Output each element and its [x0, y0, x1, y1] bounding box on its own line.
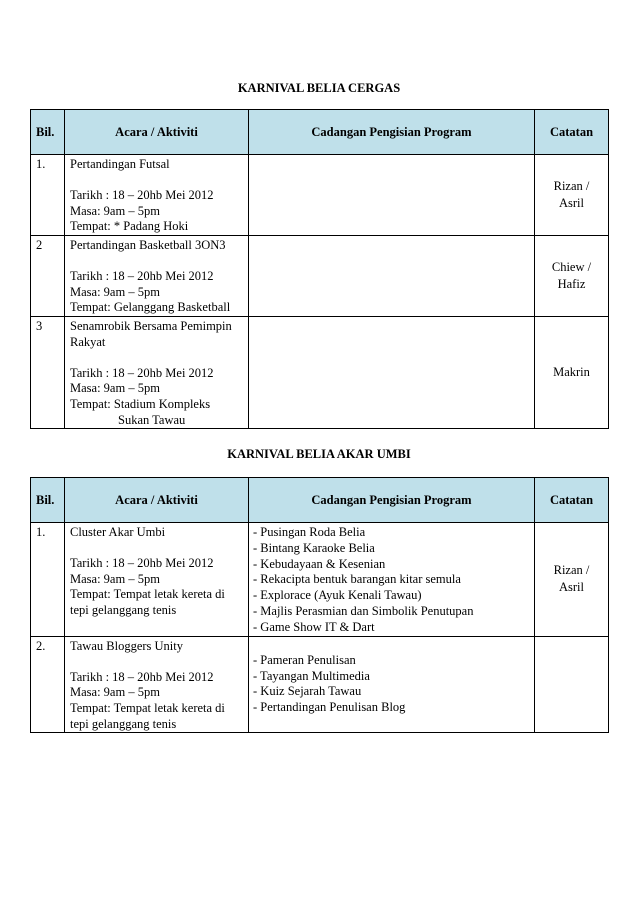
- activity-cell: [65, 636, 249, 733]
- program-item: - Explorace (Ayuk Kenali Tawau): [253, 588, 422, 603]
- header-catatan: Catatan: [535, 478, 609, 523]
- program-item: - Kuiz Sejarah Tawau: [253, 684, 362, 699]
- row-number: 3: [31, 316, 65, 428]
- activity-name-cont: Rakyat: [70, 334, 106, 349]
- activity-venue: Tempat: Tempat letak kereta di: [70, 700, 225, 715]
- program-cell: [249, 235, 535, 316]
- program-cell: [249, 316, 535, 428]
- activity-venue-cont: Sukan Tawau: [118, 412, 186, 427]
- activity-venue-cont: tepi gelanggang tenis: [70, 602, 177, 617]
- activity-cell: [65, 235, 249, 316]
- activity-cell: [65, 316, 249, 428]
- table-row: [31, 523, 609, 637]
- program-item: - Rekacipta bentuk barangan kitar semula: [253, 572, 461, 587]
- activity-venue: Tempat: * Padang Hoki: [70, 219, 189, 234]
- section-title-cergas: KARNIVAL BELIA CERGAS: [237, 81, 401, 95]
- activity-name: Senamrobik Bersama Pemimpin: [70, 318, 232, 333]
- table-row: [31, 316, 609, 428]
- table-row: [31, 636, 609, 733]
- activity-cell: [65, 523, 249, 637]
- activity-date: Tarikh : 18 – 20hb Mei 2012: [70, 269, 214, 284]
- activity-name: Pertandingan Futsal: [70, 157, 170, 171]
- activity-venue-cont: tepi gelanggang tenis: [70, 716, 177, 731]
- catatan-cell: Rizan / Asril: [535, 155, 609, 236]
- activity-cell: [65, 155, 249, 236]
- table-header-row: [31, 110, 609, 155]
- program-item: - Pertandingan Penulisan Blog: [253, 700, 406, 715]
- row-number: 1.: [31, 155, 65, 236]
- header-bil: Bil.: [31, 478, 65, 523]
- header-program: Cadangan Pengisian Program: [249, 478, 535, 523]
- table-karnival-belia-akar-umbi: [30, 477, 609, 733]
- program-cell: [249, 636, 535, 733]
- activity-venue: Tempat: Tempat letak kereta di: [70, 587, 225, 602]
- activity-date: Tarikh : 18 – 20hb Mei 2012: [70, 188, 214, 203]
- program-item: - Pameran Penulisan: [253, 652, 356, 667]
- activity-date: Tarikh : 18 – 20hb Mei 2012: [70, 365, 214, 380]
- table-karnival-belia-cergas: [30, 109, 609, 429]
- row-number: 1.: [31, 523, 65, 637]
- catatan-cell: Makrin: [535, 316, 609, 428]
- table-row: [31, 155, 609, 236]
- catatan-cell: Chiew / Hafiz: [535, 235, 609, 316]
- activity-time: Masa: 9am – 5pm: [70, 203, 160, 218]
- activity-name: Pertandingan Basketball 3ON3: [70, 237, 226, 252]
- program-item: - Game Show IT & Dart: [253, 619, 375, 634]
- program-item: - Pusingan Roda Belia: [253, 525, 366, 539]
- activity-name: Cluster Akar Umbi: [70, 525, 166, 539]
- header-acara: Acara / Aktiviti: [65, 110, 249, 155]
- header-bil: Bil.: [31, 110, 65, 155]
- program-item: - Bintang Karaoke Belia: [253, 540, 375, 555]
- program-cell: [249, 155, 535, 236]
- header-acara: Acara / Aktiviti: [65, 478, 249, 523]
- activity-name: Tawau Bloggers Unity: [70, 638, 183, 653]
- section-title-akar-umbi: KARNIVAL BELIA AKAR UMBI: [227, 447, 411, 461]
- table-header-row: [31, 478, 609, 523]
- row-number: 2.: [31, 636, 65, 733]
- activity-time: Masa: 9am – 5pm: [70, 571, 160, 586]
- table-row: [31, 235, 609, 316]
- program-item: - Majlis Perasmian dan Simbolik Penutupan: [253, 603, 474, 618]
- program-item: - Tayangan Multimedia: [253, 668, 370, 683]
- header-program: Cadangan Pengisian Program: [249, 110, 535, 155]
- activity-time: Masa: 9am – 5pm: [70, 381, 160, 396]
- catatan-cell: [535, 636, 609, 733]
- row-number: 2: [31, 235, 65, 316]
- activity-date: Tarikh : 18 – 20hb Mei 2012: [70, 556, 214, 571]
- program-cell: [249, 523, 535, 637]
- activity-venue: Tempat: Gelanggang Basketball: [70, 300, 231, 315]
- catatan-cell: Rizan / Asril: [535, 523, 609, 637]
- activity-time: Masa: 9am – 5pm: [70, 685, 160, 700]
- header-catatan: Catatan: [535, 110, 609, 155]
- program-item: - Kebudayaan & Kesenian: [253, 556, 386, 571]
- activity-date: Tarikh : 18 – 20hb Mei 2012: [70, 669, 214, 684]
- activity-time: Masa: 9am – 5pm: [70, 284, 160, 299]
- activity-venue: Tempat: Stadium Kompleks: [70, 396, 211, 411]
